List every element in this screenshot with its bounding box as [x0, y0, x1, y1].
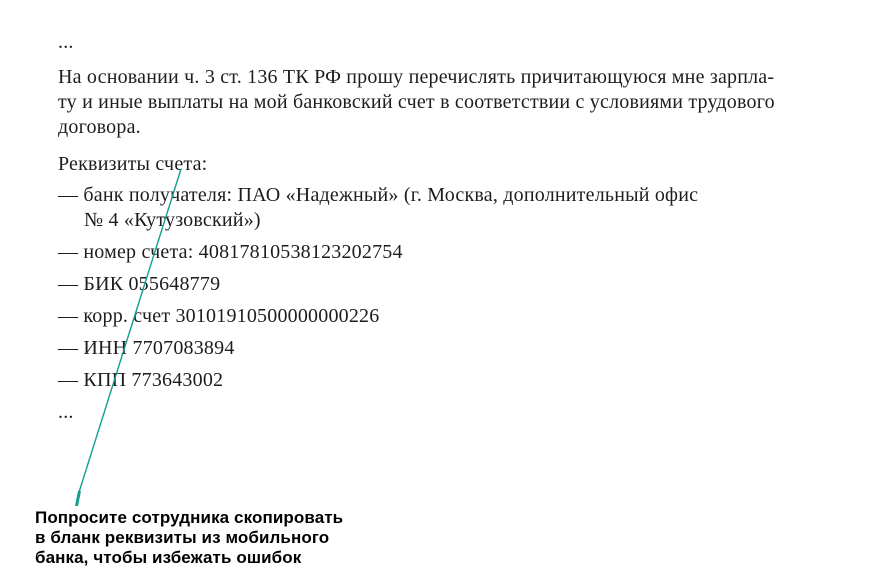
requisite-item-kpp: — КПП 773643002	[58, 369, 224, 391]
intro-paragraph-line-1: На основании ч. 3 ст. 136 ТК РФ прошу перечислять причитающуюся мне зарпла-	[58, 66, 775, 88]
requisites-heading: Реквизиты счета:	[58, 153, 208, 175]
requisite-item-inn: — ИНН 7707083894	[58, 337, 235, 359]
requisite-item-account-number: — номер счета: 40817810538123202754	[58, 241, 403, 263]
requisite-bank-line-2: № 4 «Кутузовский»)	[84, 209, 261, 231]
requisite-item-bik: — БИК 055648779	[58, 273, 221, 295]
pointer-line-tip	[77, 491, 80, 506]
ellipsis-bottom: ...	[58, 401, 74, 423]
annotation-note	[35, 508, 343, 568]
requisite-item-corr-account: — корр. счет 30101910500000000226	[58, 305, 380, 327]
intro-paragraph-line-2: ту и иные выплаты на мой банковский счет в соответствии с условиями трудового	[58, 91, 775, 113]
requisite-item-bank	[58, 183, 858, 233]
annotation-line-2: в бланк реквизиты из мобильного	[35, 528, 330, 547]
requisite-bank-line-1: — банк получателя: ПАО «Надежный» (г. Москва, дополнительный офис	[58, 184, 699, 206]
annotation-line-3: банка, чтобы избежать ошибок	[35, 548, 302, 567]
intro-paragraph	[58, 65, 858, 140]
requisites-list	[58, 183, 858, 393]
intro-paragraph-line-3: договора.	[58, 116, 141, 138]
document-content	[58, 0, 858, 425]
annotation-line-1: Попросите сотрудника скопировать	[35, 508, 344, 527]
ellipsis-top: ...	[58, 31, 74, 53]
